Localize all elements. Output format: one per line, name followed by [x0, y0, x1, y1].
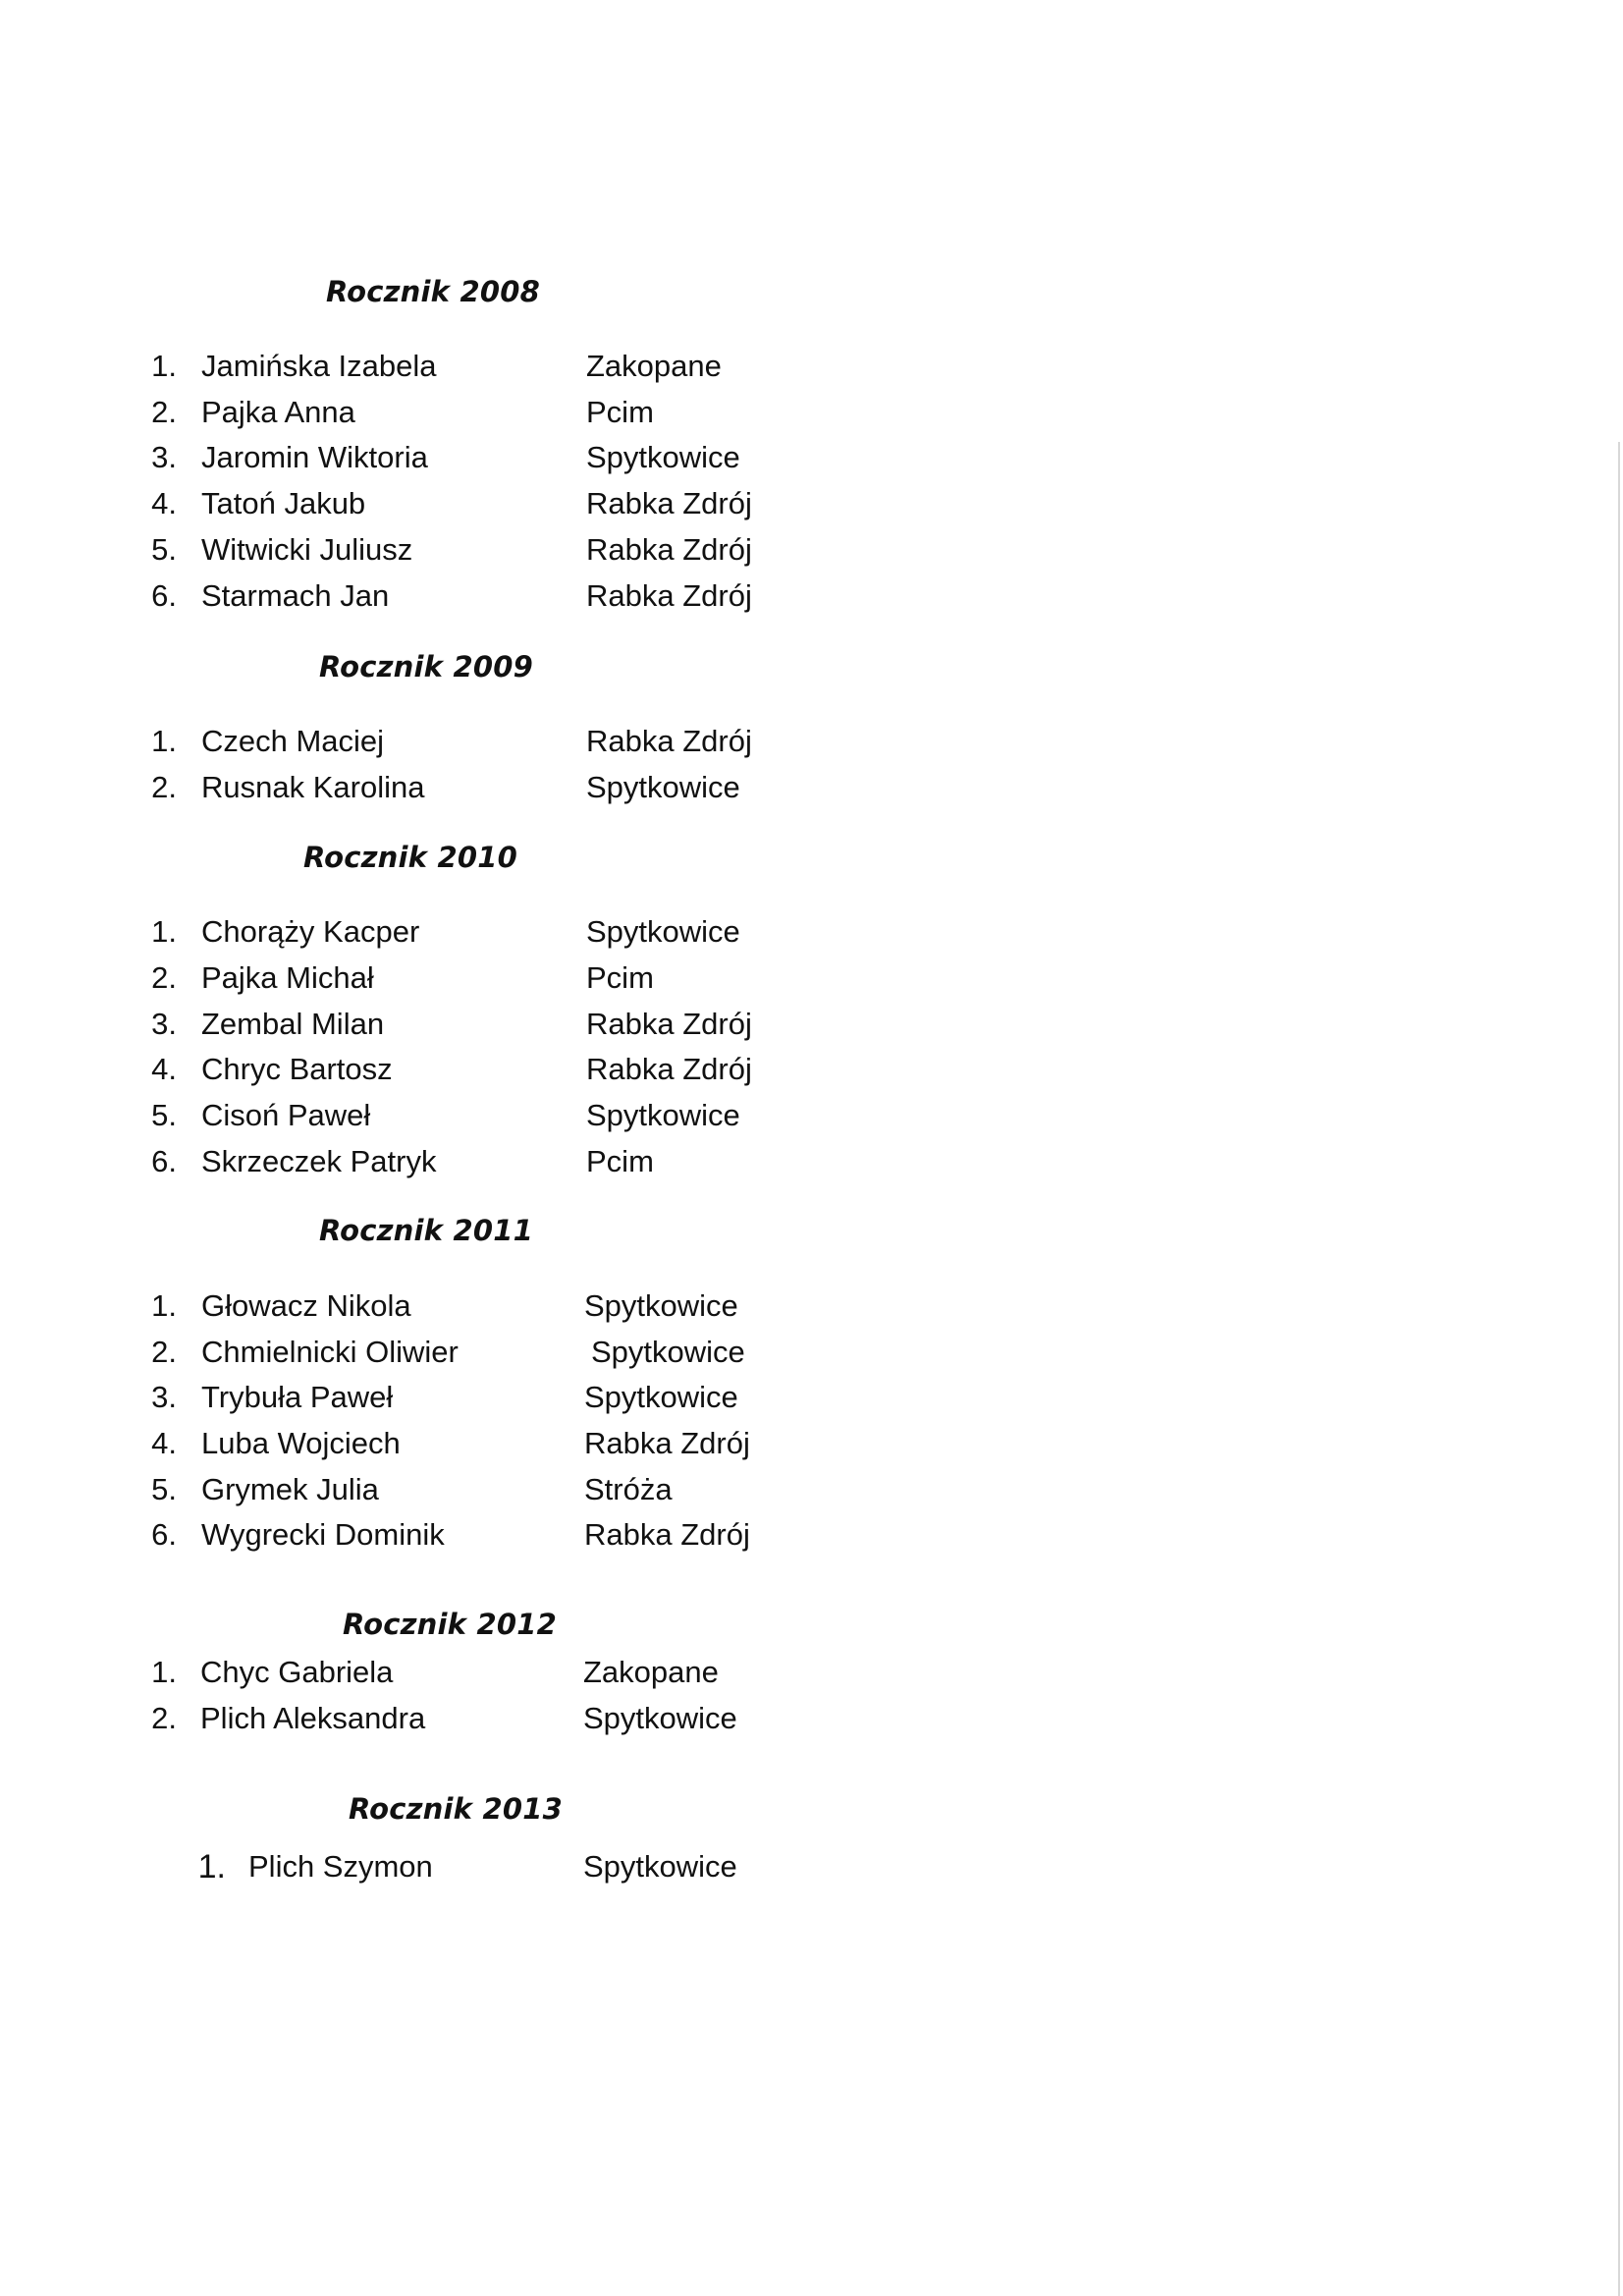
person-name: Grymek Julia	[201, 1472, 379, 1506]
list-item	[0, 765, 1623, 810]
item-number: 1.	[151, 349, 177, 383]
town-name: Spytkowice	[586, 914, 740, 949]
person-name: Plich Szymon	[248, 1849, 433, 1884]
town-name: Spytkowice	[586, 770, 740, 804]
town-name: Rabka Zdrój	[586, 724, 752, 758]
item-number: 2.	[151, 395, 177, 429]
town-name: Stróża	[584, 1472, 673, 1506]
person-name: Czech Maciej	[201, 724, 385, 758]
list-item	[0, 719, 1623, 764]
item-number: 3.	[151, 440, 177, 474]
town-name: Rabka Zdrój	[586, 486, 752, 520]
town-name: Rabka Zdrój	[586, 1007, 752, 1041]
list-item	[0, 1696, 1623, 1741]
town-name: Spytkowice	[586, 1098, 740, 1132]
item-number: 4.	[151, 486, 177, 520]
person-name: Cisoń Paweł	[201, 1098, 371, 1132]
list-item	[0, 344, 1623, 389]
list-item	[0, 1375, 1623, 1420]
item-number: 2.	[151, 960, 177, 995]
list-item	[0, 1002, 1623, 1047]
person-name: Plich Aleksandra	[200, 1701, 426, 1735]
section-heading: Rocznik 2008	[326, 275, 540, 308]
list-item	[0, 1284, 1623, 1329]
item-number: 2.	[151, 1701, 177, 1735]
person-name: Głowacz Nikola	[201, 1288, 411, 1323]
person-name: Chyc Gabriela	[200, 1655, 394, 1689]
list-item	[0, 1047, 1623, 1092]
item-number: 6.	[151, 1517, 177, 1552]
town-name: Zakopane	[583, 1655, 719, 1689]
list-item	[0, 1844, 1623, 1889]
list-item	[0, 1650, 1623, 1695]
item-number: 1.	[151, 724, 177, 758]
person-name: Trybuła Paweł	[201, 1380, 394, 1414]
town-name: Rabka Zdrój	[584, 1426, 750, 1460]
person-name: Zembal Milan	[201, 1007, 385, 1041]
list-item	[0, 435, 1623, 480]
item-number: 5.	[151, 532, 177, 567]
list-item	[0, 527, 1623, 573]
item-number: 3.	[151, 1007, 177, 1041]
item-number: 4.	[151, 1426, 177, 1460]
item-number: 4.	[151, 1052, 177, 1086]
list-item	[0, 481, 1623, 526]
town-name: Rabka Zdrój	[586, 578, 752, 613]
list-item	[0, 909, 1623, 955]
item-number: 3.	[151, 1380, 177, 1414]
person-name: Tatoń Jakub	[201, 486, 366, 520]
person-name: Skrzeczek Patryk	[201, 1144, 437, 1178]
list-item	[0, 1330, 1623, 1375]
person-name: Pajka Anna	[201, 395, 355, 429]
list-item	[0, 1421, 1623, 1466]
item-number: 2.	[151, 1335, 177, 1369]
list-item	[0, 956, 1623, 1001]
person-name: Chryc Bartosz	[201, 1052, 393, 1086]
section-heading: Rocznik 2009	[319, 650, 533, 683]
person-name: Wygrecki Dominik	[201, 1517, 445, 1552]
town-name: Pcim	[586, 1144, 654, 1178]
list-item	[0, 1139, 1623, 1184]
town-name: Spytkowice	[586, 440, 740, 474]
list-item	[0, 1093, 1623, 1138]
person-name: Pajka Michał	[201, 960, 374, 995]
list-item	[0, 1512, 1623, 1558]
item-number: 1.	[151, 1288, 177, 1323]
section-heading: Rocznik 2011	[319, 1214, 533, 1247]
person-name: Jamińska Izabela	[201, 349, 437, 383]
town-name: Pcim	[586, 960, 654, 995]
list-item	[0, 574, 1623, 619]
item-number: 2.	[151, 770, 177, 804]
person-name: Chmielnicki Oliwier	[201, 1335, 459, 1369]
item-number: 5.	[151, 1098, 177, 1132]
section-heading: Rocznik 2010	[303, 841, 517, 874]
town-name: Zakopane	[586, 349, 722, 383]
person-name: Luba Wojciech	[201, 1426, 401, 1460]
list-item	[0, 1467, 1623, 1512]
item-number: 6.	[151, 578, 177, 613]
town-name: Spytkowice	[584, 1380, 738, 1414]
section-heading: Rocznik 2013	[349, 1792, 563, 1826]
town-name: Spytkowice	[583, 1849, 737, 1884]
section-heading: Rocznik 2012	[343, 1608, 557, 1641]
person-name: Starmach Jan	[201, 578, 390, 613]
town-name: Rabka Zdrój	[584, 1517, 750, 1552]
item-number: 6.	[151, 1144, 177, 1178]
person-name: Chorąży Kacper	[201, 914, 420, 949]
person-name: Rusnak Karolina	[201, 770, 425, 804]
person-name: Witwicki Juliusz	[201, 532, 413, 567]
item-number: 1.	[197, 1848, 226, 1886]
item-number: 5.	[151, 1472, 177, 1506]
town-name: Rabka Zdrój	[586, 1052, 752, 1086]
town-name: Spytkowice	[584, 1288, 738, 1323]
list-item	[0, 390, 1623, 435]
town-name: Spytkowice	[583, 1701, 737, 1735]
town-name: Spytkowice	[591, 1335, 745, 1369]
item-number: 1.	[151, 914, 177, 949]
town-name: Pcim	[586, 395, 654, 429]
town-name: Rabka Zdrój	[586, 532, 752, 567]
person-name: Jaromin Wiktoria	[201, 440, 428, 474]
item-number: 1.	[151, 1655, 177, 1689]
